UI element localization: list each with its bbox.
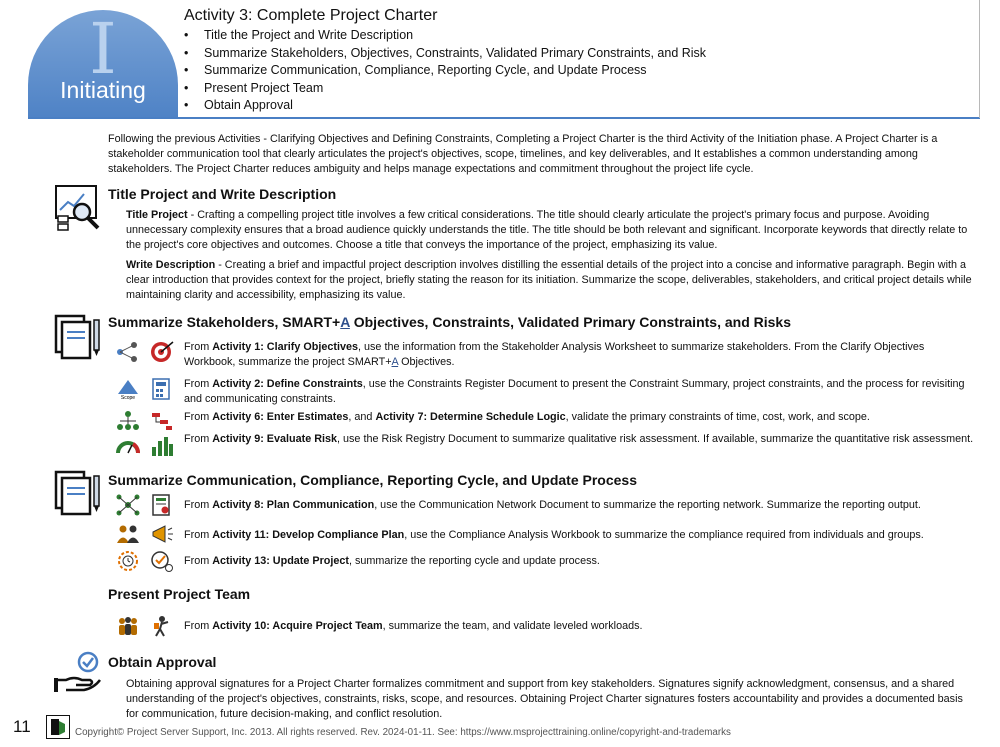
section-title-summarize-stakeholders: [108, 313, 791, 331]
write-description-text: - Creating a brief and impactful project description involves distilling the essential details of the project into a concise and informative paragraph. Begin with a clear introduction that provides context for the project, briefly stating the reason for its initiation. Summarize the scope, deliverables, stakeholders, and critical project details while maintaining clarity and accessibility, emphasizing its value.: [126, 259, 972, 301]
activity-ref: Activity 9: Evaluate Risk: [212, 433, 338, 445]
title-part: Summarize Stakeholders, SMART+: [108, 314, 341, 330]
badge-label: Initiating: [60, 77, 146, 103]
row-activity-1: [184, 340, 976, 370]
row-text-underlined: A: [391, 356, 399, 368]
checkmark-clock-icon: [150, 550, 174, 572]
section-title-project-team: Present Project Team: [108, 586, 251, 602]
intro-paragraph: Following the previous Activities - Clarifying Objectives and Defining Constraints, Completing a Project Charter is the third Activity of the Initiation phase. A Project Charter is a stakeholder communication tool that clearly articulates the project's objectives, scope, timelines, and key deliverables, and It establishes a common understanding among stakeholders. The Project Charter reduces ambiguity and helps manage expectations and commitment throughout the project life cycle.: [108, 133, 938, 175]
header-side-rule: [979, 0, 980, 118]
megaphone-icon: [150, 523, 174, 545]
bullet-item: • Present Project Team: [184, 80, 706, 98]
obtain-approval-paragraph: Obtaining approval signatures for a Project Charter formalizes commitment and support from key stakeholders. Signatures signify acknowledgment, consensus, and a shared understanding of the project's objectives, constraints, risks, scope, and resources. Obtaining Project Charter signatures fosters accountability and provides a documented basis for communication, future decision-making, and conflict resolution.: [126, 678, 963, 720]
write-description-paragraph: [126, 258, 974, 303]
row-activity-9: [184, 432, 976, 447]
stakeholder-network-icon: [116, 341, 140, 363]
row-text: From: [184, 378, 213, 390]
section-title-communication: Summarize Communication, Compliance, Reporting Cycle, and Update Process: [108, 472, 638, 488]
page-number: 11: [13, 717, 31, 736]
title-project-label: Title Project: [126, 209, 188, 221]
title-part-underlined: A: [340, 314, 350, 330]
activity-title: Activity 3: Complete Project Charter: [184, 7, 438, 24]
section-title-title-project: Title Project and Write Description: [108, 186, 337, 202]
row-activity-13: [184, 554, 976, 569]
row-text: From: [184, 620, 213, 632]
row-text: From: [184, 555, 213, 567]
row-text: From: [184, 529, 213, 541]
row-activity-11: [184, 528, 976, 543]
bullet-item: • Obtain Approval: [184, 97, 706, 115]
row-text: From: [184, 341, 213, 353]
compliance-people-icon: [116, 523, 140, 545]
row-text: , use the Risk Registry Document to summarize qualitative risk assessment. If available, summarize the quantitative risk assessment.: [337, 433, 974, 445]
communication-network-icon: [116, 494, 140, 516]
row-text: , and: [348, 411, 376, 423]
org-chart-icon: [116, 410, 140, 432]
activity-ref: Activity 6: Enter Estimates: [212, 411, 349, 423]
update-cycle-icon: [116, 550, 140, 572]
title-project-text: - Crafting a compelling project title involves a few critical considerations. The title should clearly articulate the project's primary focus and purpose. Avoiding unnecessary complexity ensures that a broad audience quickly understands the title. The title should be both relevant and significant. Incorporate keywords that directly relate to the project's core objectives and outcomes. Choose a title that conveys the importance of the project, emphasizing its value.: [126, 209, 968, 251]
footer: [10, 713, 990, 743]
row-activity-10: [184, 619, 976, 634]
calculator-icon: [150, 378, 174, 400]
team-icon: [116, 615, 140, 637]
scope-triangle-icon: [116, 378, 140, 400]
activity-header: [184, 6, 706, 115]
row-text: From: [184, 499, 213, 511]
schedule-logic-icon: [150, 410, 174, 432]
project-logo-icon: [46, 715, 70, 739]
title-part: Objectives, Constraints, Validated Primary Constraints, and Risks: [349, 314, 791, 330]
row-text: From: [184, 411, 213, 423]
copyright-text: Copyright© Project Server Support, Inc. 2013. All rights reserved. Rev. 2024-01-11. See: https://www.msprojecttraining.online/copyright-and-trademarks: [75, 727, 731, 738]
bullet-item: • Title the Project and Write Description: [184, 27, 706, 45]
row-text: , use the Constraints Register Document to present the Constraint Summary, project constraints, and the process for revisiting and communicating constraints.: [184, 378, 965, 405]
row-activity-2: [184, 377, 976, 407]
target-icon: [150, 341, 174, 363]
title-project-paragraph: [126, 208, 974, 253]
badge-letter: I: [89, 10, 117, 90]
approval-hand-icon: [54, 650, 102, 703]
row-text: , validate the primary constraints of time, cost, work, and scope.: [565, 411, 870, 423]
row-text: From: [184, 433, 213, 445]
initiating-badge: [28, 10, 178, 118]
document-stack-icon: [54, 314, 102, 367]
activity-ref: Activity 10: Acquire Project Team: [212, 620, 383, 632]
report-icon: [150, 494, 174, 516]
activity-bullets: [184, 27, 706, 115]
write-description-label: Write Description: [126, 259, 216, 271]
activity-ref: Activity 7: Determine Schedule Logic: [375, 411, 566, 423]
activity-ref: Activity 1: Clarify Objectives: [212, 341, 359, 353]
row-text: Objectives.: [398, 356, 455, 368]
row-text: , use the information from the Stakeholder Analysis Worksheet to summarize stakeholders. From the Clarify Objectives Workbook, summarize the project SMART+: [184, 341, 925, 368]
activity-ref: Activity 8: Plan Communication: [212, 499, 375, 511]
document-stack-icon: [54, 470, 102, 523]
row-text: , use the Communication Network Document to summarize the reporting network. Summarize the reporting output.: [374, 499, 921, 511]
activity-ref: Activity 13: Update Project: [212, 555, 350, 567]
magnifier-report-icon: [54, 184, 102, 237]
activity-ref: Activity 11: Develop Compliance Plan: [212, 529, 405, 541]
hiker-icon: [150, 615, 174, 637]
bullet-item: • Summarize Stakeholders, Objectives, Constraints, Validated Primary Constraints, and Risk: [184, 45, 706, 63]
row-text: , summarize the reporting cycle and update process.: [349, 555, 600, 567]
activity-ref: Activity 2: Define Constraints: [212, 378, 363, 390]
header-rule: [28, 117, 980, 119]
row-activity-8: [184, 498, 976, 513]
bar-chart-icon: [150, 435, 174, 457]
bullet-item: • Summarize Communication, Compliance, Reporting Cycle, and Update Process: [184, 62, 706, 80]
row-text: , use the Compliance Analysis Workbook to summarize the compliance required from individuals and groups.: [404, 529, 924, 541]
row-text: , summarize the team, and validate leveled workloads.: [382, 620, 643, 632]
row-activity-6-7: [184, 410, 976, 425]
section-title-obtain-approval: Obtain Approval: [108, 654, 217, 670]
scope-label: Scope: [120, 395, 136, 400]
gauge-icon: [116, 435, 140, 457]
